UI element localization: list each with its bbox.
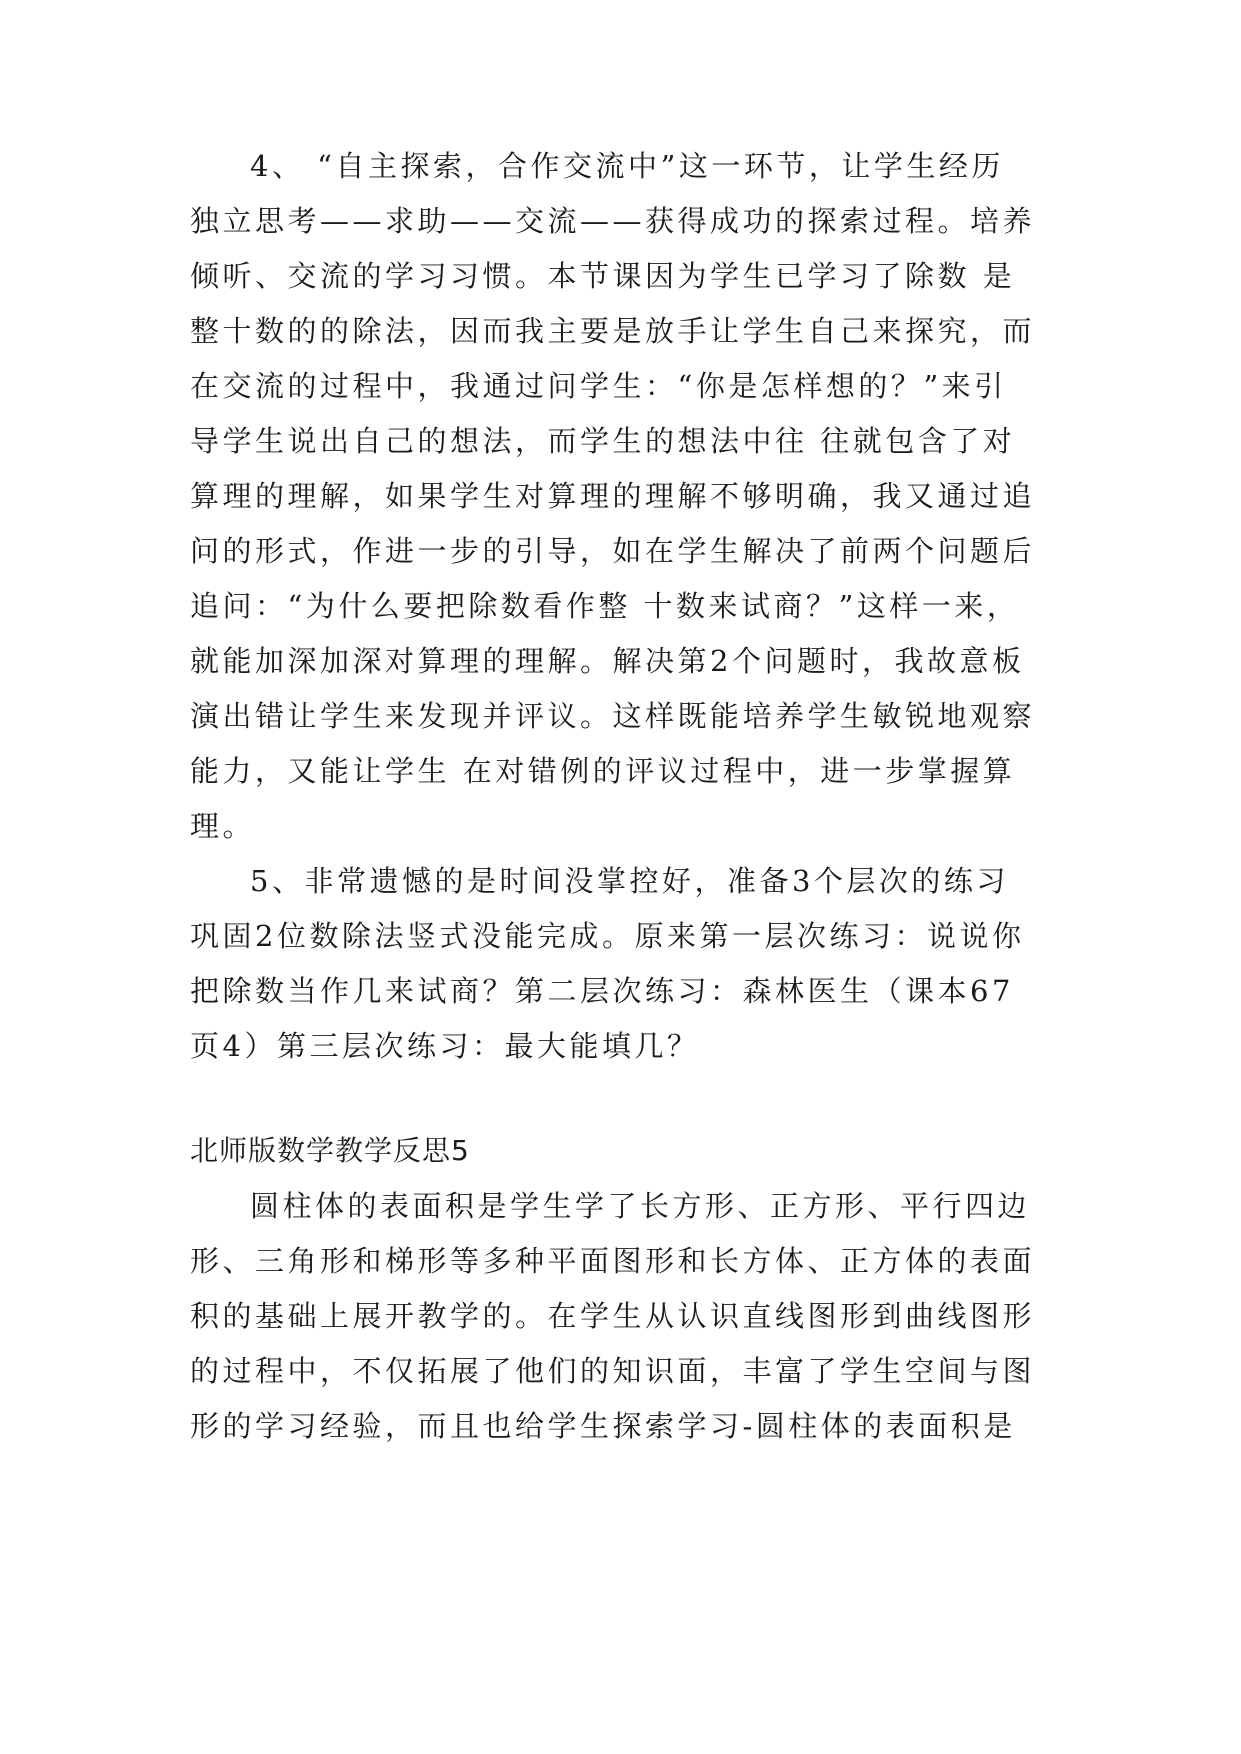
paragraph-4-line-5: 在交流的过程中，我通过问学生：“你是怎样想的？”来引 bbox=[190, 369, 1007, 403]
reflection-5-line-1: 圆柱体的表面积是学生学了长方形、正方形、平行四边 bbox=[250, 1189, 1031, 1223]
paragraph-4-line-11: 演出错让学生来发现并评议。这样既能培养学生敏锐地观察 bbox=[190, 699, 1036, 733]
paragraph-4-line-2: 独立思考——求助——交流——获得成功的探索过程。培养 bbox=[190, 204, 1036, 238]
paragraph-4-line-6: 导学生说出自己的想法，而学生的想法中往 往就包含了对 bbox=[190, 424, 1016, 458]
paragraph-5-line-4: 页4）第三层次练习：最大能填几？ bbox=[190, 1029, 700, 1063]
reflection-5-line-3: 积的基础上展开教学的。在学生从认识直线图形到曲线图形 bbox=[190, 1299, 1036, 1333]
paragraph-4-line-8: 问的形式，作进一步的引导，如在学生解决了前两个问题后 bbox=[190, 534, 1036, 568]
paragraph-4-line-12: 能力，又能让学生 在对错例的评议过程中，进一步掌握算 bbox=[190, 754, 1016, 788]
paragraph-5-line-1: 5、非常遗憾的是时间没掌控好，准备3个层次的练习 bbox=[250, 864, 1009, 898]
paragraph-4-line-1: 4、 “自主探索，合作交流中”这一环节，让学生经历 bbox=[250, 149, 1004, 183]
paragraph-4-line-7: 算理的理解，如果学生对算理的理解不够明确，我又通过追 bbox=[190, 479, 1036, 513]
section-heading: 北师版数学教学反思5 bbox=[190, 1134, 470, 1167]
paragraph-4-line-9: 追问：“为什么要把除数看作整 十数来试商？”这样一来， bbox=[190, 589, 1020, 623]
paragraph-4-line-3: 倾听、交流的学习习惯。本节课因为学生已学习了除数 是 bbox=[190, 259, 1016, 293]
reflection-5-line-2: 形、三角形和梯形等多种平面图形和长方体、正方体的表面 bbox=[190, 1244, 1036, 1278]
paragraph-4-line-4: 整十数的的除法，因而我主要是放手让学生自己来探究，而 bbox=[190, 314, 1036, 348]
paragraph-4-line-10: 就能加深加深对算理的理解。解决第2个问题时，我故意板 bbox=[190, 644, 1025, 678]
paragraph-5-line-3: 把除数当作几来试商？第二层次练习：森林医生（课本67 bbox=[190, 974, 1014, 1008]
paragraph-4-line-13: 理。 bbox=[190, 809, 256, 843]
reflection-5-line-4: 的过程中，不仅拓展了他们的知识面，丰富了学生空间与图 bbox=[190, 1354, 1036, 1388]
paragraph-5-line-2: 巩固2位数除法竖式没能完成。原来第一层次练习：说说你 bbox=[190, 919, 1025, 953]
reflection-5-line-5: 形的学习经验，而且也给学生探索学习-圆柱体的表面积是 bbox=[190, 1409, 1016, 1443]
